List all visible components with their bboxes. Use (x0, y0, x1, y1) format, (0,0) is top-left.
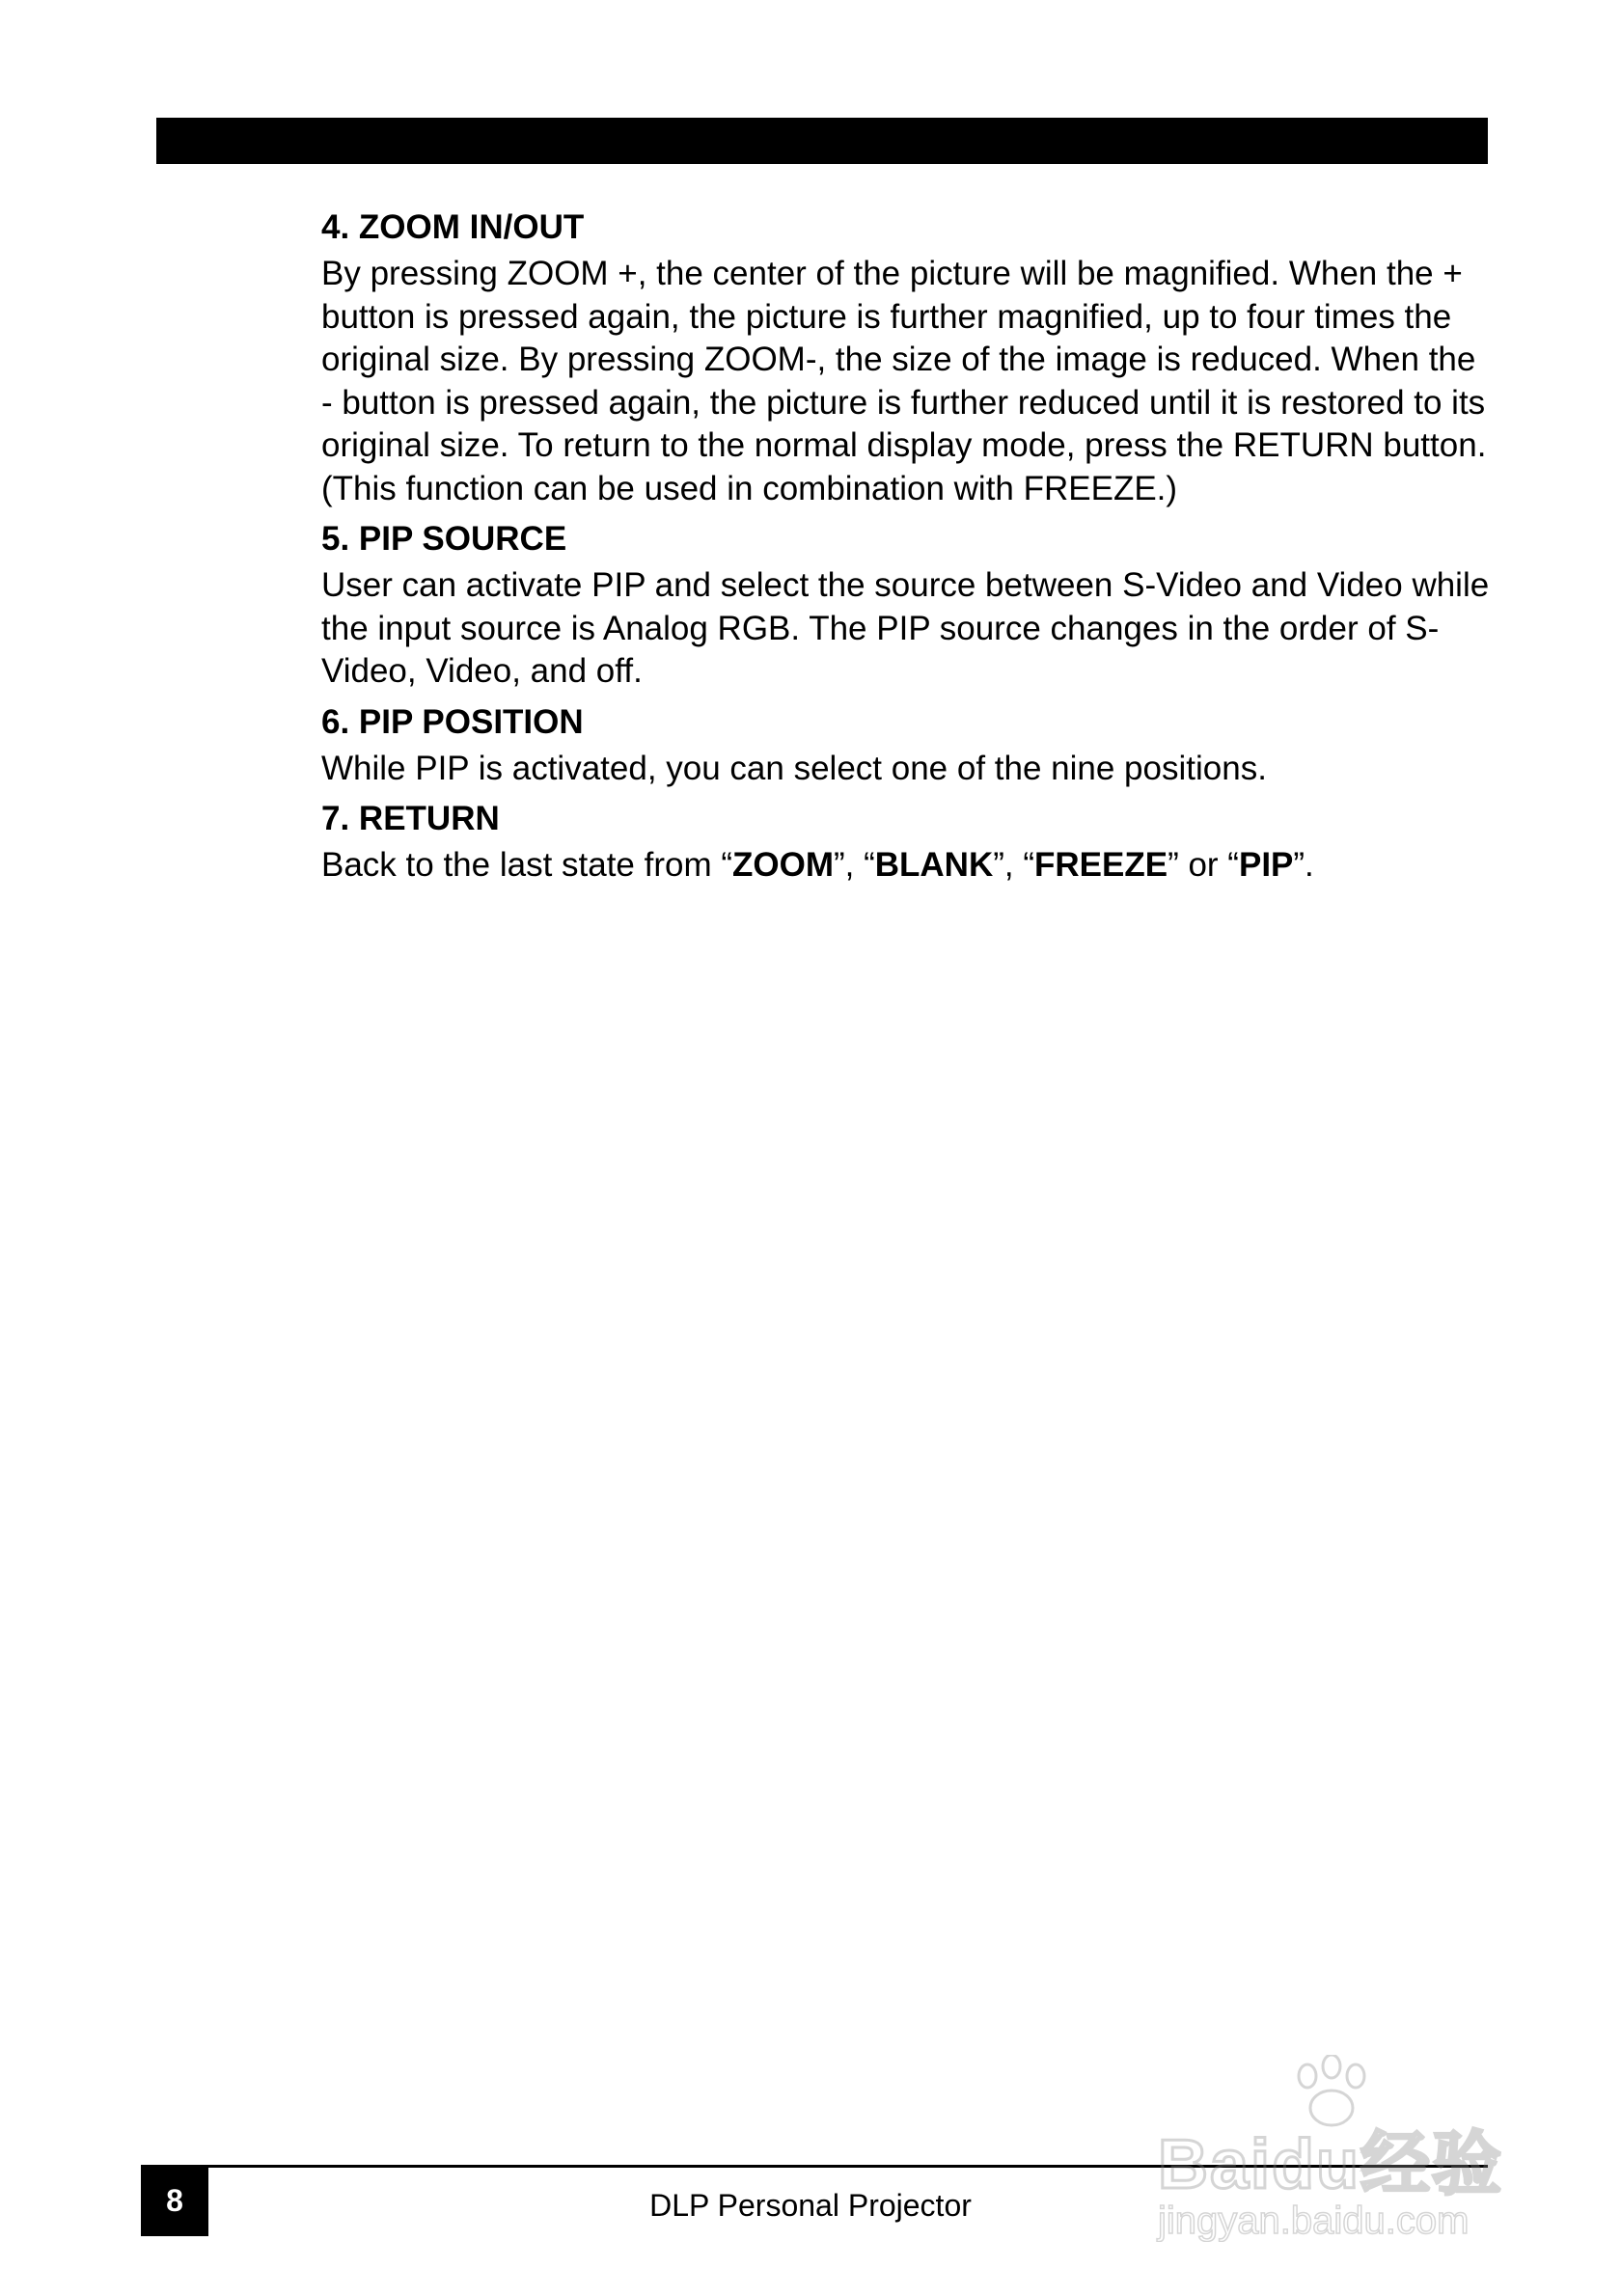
return-term-blank: BLANK (874, 846, 994, 884)
section-body-pip-source: User can activate PIP and select the source between S-Video and Video while the input source is Analog RGB. The PIP source changes in the order of S-Video, Video, and off. (321, 566, 1490, 690)
footer-title: DLP Personal Projector (649, 2188, 972, 2223)
return-text-suffix: ”. (1293, 846, 1314, 884)
section-heading-pip-position: 6. PIP POSITION (321, 702, 584, 741)
section-heading-pip-source: 5. PIP SOURCE (321, 520, 567, 558)
section-body-pip-position: While PIP is activated, you can select one of the nine positions. (321, 749, 1267, 787)
return-text-sep3: ” or “ (1168, 846, 1239, 884)
section-heading-return: 7. RETURN (321, 800, 500, 837)
watermark-logo: Baidu经验 (1158, 2126, 1504, 2203)
return-term-pip: PIP (1238, 846, 1294, 884)
section-body-return (321, 844, 1494, 888)
header-bar (156, 118, 1488, 164)
return-text-sep2: ”, “ (993, 846, 1034, 884)
baidu-watermark (1139, 2055, 1544, 2248)
return-term-freeze: FREEZE (1034, 846, 1168, 884)
page-number: 8 (141, 2165, 208, 2236)
return-text-sep1: ”, “ (833, 846, 875, 884)
section-body-zoom: By pressing ZOOM +, the center of the picture will be magnified. When the + button is pressed again, the picture is further magnified, up to four times the original size. By pressing ZOOM-, the size of the image is reduced. When the - button is pressed again, the picture is further reduced until it is restored to its original size. To return to the normal display mode, press the RETURN button. (This function can be used in combination with FREEZE.) (321, 255, 1487, 507)
return-text-prefix: Back to the last state from “ (321, 846, 732, 884)
watermark-url: jingyan.baidu.com (1158, 2200, 1470, 2242)
section-heading-zoom: 4. ZOOM IN/OUT (321, 208, 585, 246)
manual-content (321, 206, 1494, 895)
return-term-zoom: ZOOM (732, 846, 834, 884)
